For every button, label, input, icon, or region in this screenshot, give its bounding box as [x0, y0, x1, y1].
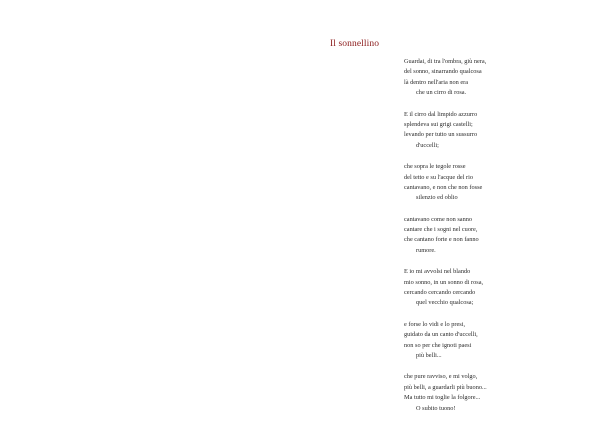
poem-line: Guardai, di tra l'ombra, giù nera, — [404, 58, 487, 65]
poem-line: Ma tutto mi toglie la folgore... — [404, 394, 481, 402]
poem-stanza — [404, 320, 594, 362]
poem-title: Il sonnellino — [330, 39, 380, 49]
poem-line: cantavano, e non che non fosse — [404, 183, 483, 191]
poem-line: O subito tuono! — [416, 404, 456, 412]
poem-line: del tetto e su l'acque del rio — [404, 173, 473, 181]
poem-line: più belli, a guardarli più buono... — [404, 383, 487, 391]
poem-line: cantare che i sogni nel cuore, — [404, 226, 478, 234]
poem-line: del sonno, sinarrando qualcosa — [404, 68, 482, 76]
poem-stanza — [404, 162, 594, 204]
poem-stanza — [404, 57, 594, 99]
poem-line: splendeva sui grigi castelli; — [404, 120, 473, 128]
poem-line: E il cirro dal limpido azzurro — [404, 110, 478, 118]
poem-line: che cantano forte e non fanno — [404, 236, 479, 244]
poem-stanza — [404, 215, 594, 257]
poem-body — [404, 57, 594, 424]
poem-line: quel vecchio qualcosa; — [416, 299, 474, 307]
poem-line: silenzio ed oblio — [416, 194, 458, 202]
poem-line: rumore. — [416, 246, 436, 254]
poem-stanza — [404, 372, 594, 414]
poem-line: che un cirro di rosa. — [416, 89, 467, 97]
poem-line: cantavano come non sanno — [404, 215, 473, 223]
poem-line: d'uccelli; — [416, 141, 439, 149]
poem-line: e forse lo vidi e lo presi, — [404, 320, 466, 328]
poem-line: mio sonno, in un sonno di rosa, — [404, 278, 484, 286]
poem-line: là dentro nell'aria non era — [404, 78, 469, 86]
poem-line: E io mi avvolsi nel blando — [404, 268, 471, 276]
poem-line: non so per che ignoti paesi — [404, 341, 472, 349]
poem-line: cercando cercando cercando — [404, 289, 476, 297]
poem-stanza — [404, 267, 594, 309]
poem-stanza — [404, 110, 594, 152]
poem-line: guidato da un canto d'uccelli, — [404, 331, 478, 339]
poem-line: che sopra le tegole rosse — [404, 163, 466, 171]
poem-line: che pure ravviso, e mi volgo, — [404, 373, 478, 381]
poem-line: levando per tutto un sussurro — [404, 131, 478, 139]
poem-line: più belli... — [416, 351, 442, 359]
